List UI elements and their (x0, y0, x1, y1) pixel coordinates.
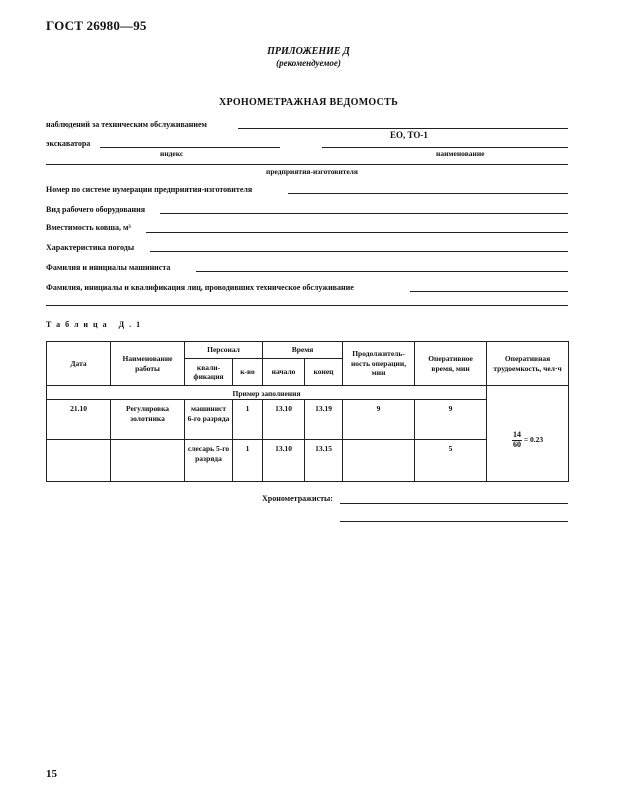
observations-label: наблюдений за техническим обслуживанием (46, 120, 207, 129)
header-duration: Продолжитель-ность операции, мин (343, 342, 415, 386)
labor-cell (487, 400, 569, 482)
page-number: 15 (46, 768, 57, 780)
operator-line (196, 271, 568, 272)
row-1-duration: 9 (343, 400, 415, 440)
header-work: Наименование работы (111, 342, 185, 386)
row-1-start: 13.10 (263, 400, 305, 440)
labor-spacer (487, 386, 569, 400)
excavator-index-line (100, 147, 280, 148)
header-op-time: Оперативное время, мин (415, 342, 487, 386)
row-2-work (111, 440, 185, 482)
index-caption: индекс (160, 149, 184, 158)
operator-label: Фамилия и инициалы машиниста (46, 263, 171, 272)
row-2-duration (343, 440, 415, 482)
row-1-count: 1 (233, 400, 263, 440)
row-2-end: 13.15 (305, 440, 343, 482)
document-header: ГОСТ 26980—95 (46, 18, 147, 33)
staff-line (410, 291, 568, 292)
row-1-end: 13.19 (305, 400, 343, 440)
header-end: конец (305, 359, 343, 386)
equipment-label: Вид рабочего оборудования (46, 205, 146, 214)
chronometrist-label: Хронометражисты: (262, 494, 333, 503)
row-1-qual: машинист 6-го разряда (185, 400, 233, 440)
header-qualification: квали-фикация (185, 359, 233, 386)
labor-result: = 0.23 (523, 435, 544, 445)
header-count: к-во (233, 359, 263, 386)
excavator-label: экскаватора (46, 139, 91, 148)
example-label: Пример заполнения (47, 386, 487, 400)
header-start: начало (263, 359, 305, 386)
excavator-name-line (322, 147, 568, 148)
bucket-label: Вместимость ковша, м³ (46, 223, 131, 232)
signature-line-2 (340, 521, 568, 522)
appendix-title: ПРИЛОЖЕНИЕ Д (267, 46, 350, 57)
weather-label: Характеристика погоды (46, 243, 135, 252)
timing-table (46, 341, 569, 482)
table-caption: Таблица Д.1 (46, 320, 146, 329)
serial-label: Номер по системе нумерации предприятия-изготовителя (46, 185, 253, 194)
row-2-qual: слесарь 5-го разряда (185, 440, 233, 482)
weather-line (150, 251, 568, 252)
header-personnel: Персонал (185, 342, 263, 359)
manufacturer-caption: предприятия-изготовителя (266, 167, 358, 176)
maintenance-value: ЕО, ТО-1 (390, 130, 428, 140)
header-date: Дата (47, 342, 111, 386)
staff-label: Фамилия, инициалы и квалификация лиц, проводивших техническое обслуживание (46, 283, 354, 292)
bucket-line (146, 232, 568, 233)
signature-line-1 (340, 503, 568, 504)
row-1-date: 21.10 (47, 400, 111, 440)
name-caption: наименование (436, 149, 485, 158)
row-2-start: 13.10 (263, 440, 305, 482)
row-1-work: Регулировка золотника (111, 400, 185, 440)
labor-fraction (512, 431, 522, 450)
equipment-line (160, 213, 568, 214)
row-2-date (47, 440, 111, 482)
row-1-op-time: 9 (415, 400, 487, 440)
staff-line-2 (46, 305, 568, 306)
labor-numerator: 14 (512, 430, 521, 440)
labor-denominator: 60 (512, 440, 521, 450)
manufacturer-line (46, 164, 568, 165)
document-title: ХРОНОМЕТРАЖНАЯ ВЕДОМОСТЬ (218, 97, 399, 108)
observations-line (238, 128, 568, 129)
row-2-count: 1 (233, 440, 263, 482)
header-time: Время (263, 342, 343, 359)
row-2-op-time: 5 (415, 440, 487, 482)
appendix-subtitle: (рекомендуемое) (276, 58, 341, 68)
serial-line (288, 193, 568, 194)
header-labor: Оперативная трудоемкость, чел·ч (487, 342, 569, 386)
